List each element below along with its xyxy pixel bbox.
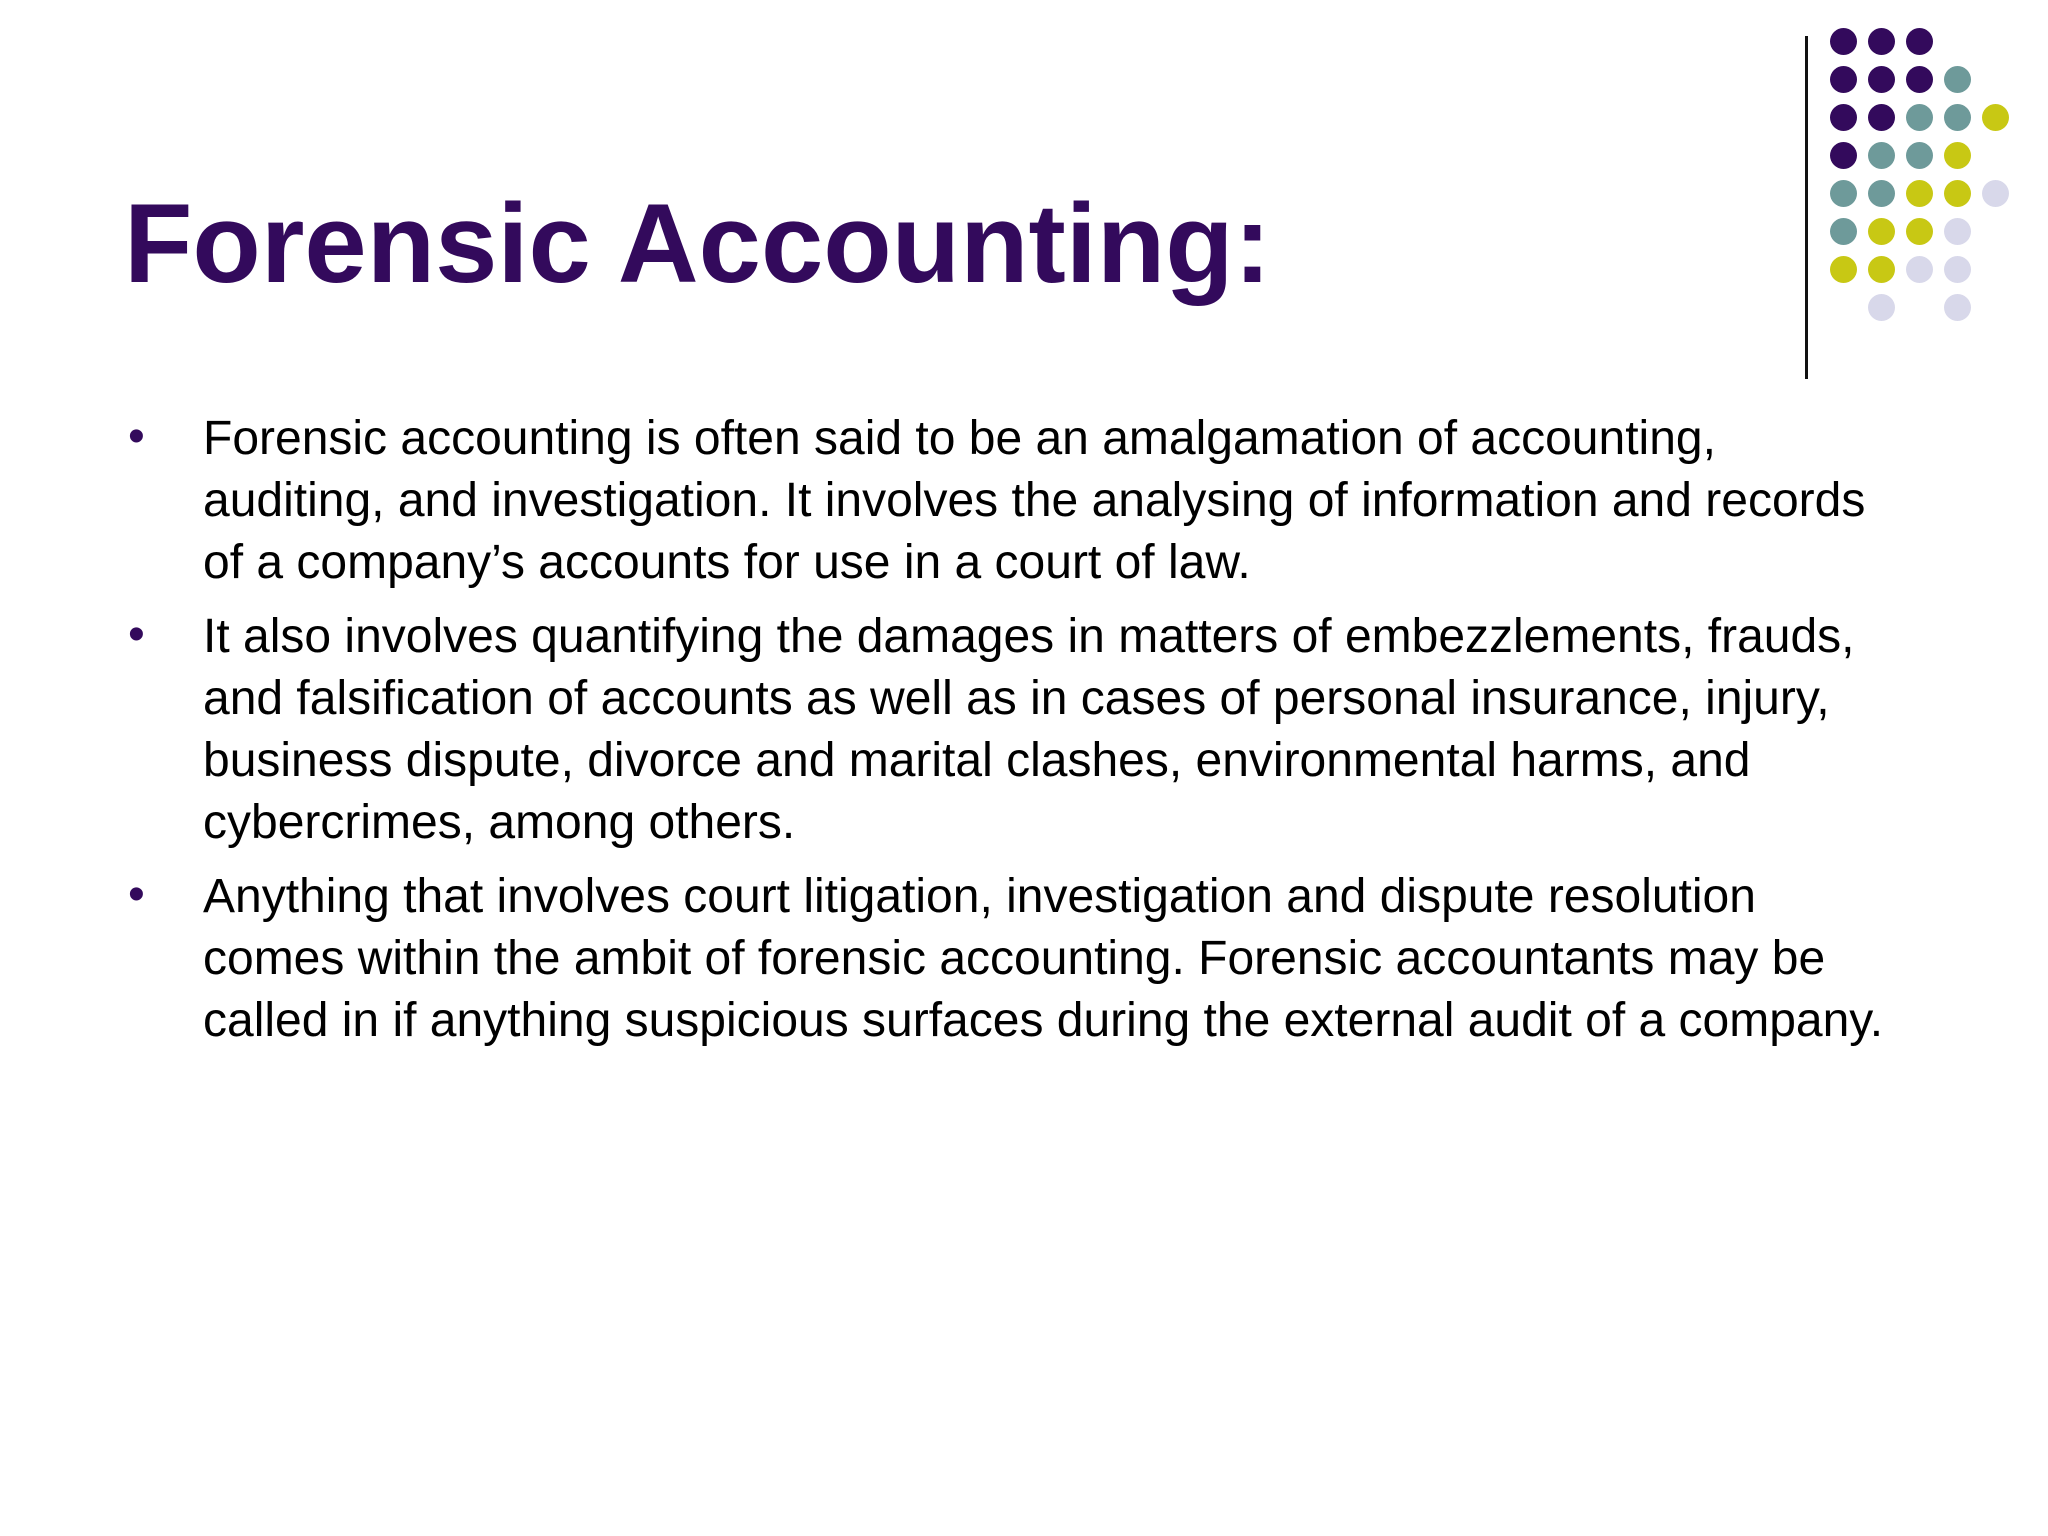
bullet-item [124,408,1904,594]
bullet-item [124,606,1904,854]
decorative-dot-lavender [1944,294,1971,321]
decorative-dot-olive [1906,180,1933,207]
bullet-dot-icon: • [128,608,145,661]
decorative-dot-purple [1906,66,1933,93]
decorative-dot-purple [1906,28,1933,55]
decorative-dot-purple [1830,104,1857,131]
decorative-dot-olive [1868,256,1895,283]
decorative-dot-teal [1830,180,1857,207]
decorative-dot-purple [1830,28,1857,55]
bullet-item [124,866,1904,1052]
decorative-dot-teal [1906,142,1933,169]
decorative-dot-olive [1906,218,1933,245]
decorative-dot-purple [1868,28,1895,55]
bullet-list [124,408,1904,1064]
decorative-dot-lavender [1982,180,2009,207]
bullet-text: Anything that involves court litigation, investigation and dispute resolution comes within the ambit of forensic accounting. Forensic accountants may be called in if anything suspicious surfaces during the external audit of a company. [203,870,1884,1047]
decorative-dot-teal [1868,180,1895,207]
decorative-dot-purple [1830,66,1857,93]
decorative-dot-olive [1868,218,1895,245]
decorative-dot-lavender [1906,256,1933,283]
decorative-dot-olive [1982,104,2009,131]
decorative-dot-purple [1830,142,1857,169]
bullet-text: It also involves quantifying the damages in matters of embezzlements, frauds, and falsification of accounts as well as in cases of personal insurance, injury, business dispute, divorce and marital clashes, environmental harms, and cybercrimes, among others. [203,610,1855,849]
decorative-dot-olive [1944,142,1971,169]
decorative-dot-olive [1944,180,1971,207]
bullet-dot-icon: • [128,868,145,921]
decorative-dot-teal [1944,104,1971,131]
decorative-dot-teal [1944,66,1971,93]
decorative-dot-purple [1868,66,1895,93]
decorative-dot-lavender [1868,294,1895,321]
decorative-dot-purple [1868,104,1895,131]
decorative-dot-lavender [1944,218,1971,245]
slide-title: Forensic Accounting: [124,181,1272,306]
bullet-dot-icon: • [128,410,145,463]
decorative-dot-teal [1830,218,1857,245]
vertical-divider [1805,36,1808,379]
decorative-dot-lavender [1944,256,1971,283]
decorative-dot-teal [1868,142,1895,169]
decorative-dot-olive [1830,256,1857,283]
bullet-text: Forensic accounting is often said to be an amalgamation of accounting, auditing, and investigation. It involves the analysing of information and records of a company’s accounts for use in a court of law. [203,412,1866,589]
decorative-dot-teal [1906,104,1933,131]
